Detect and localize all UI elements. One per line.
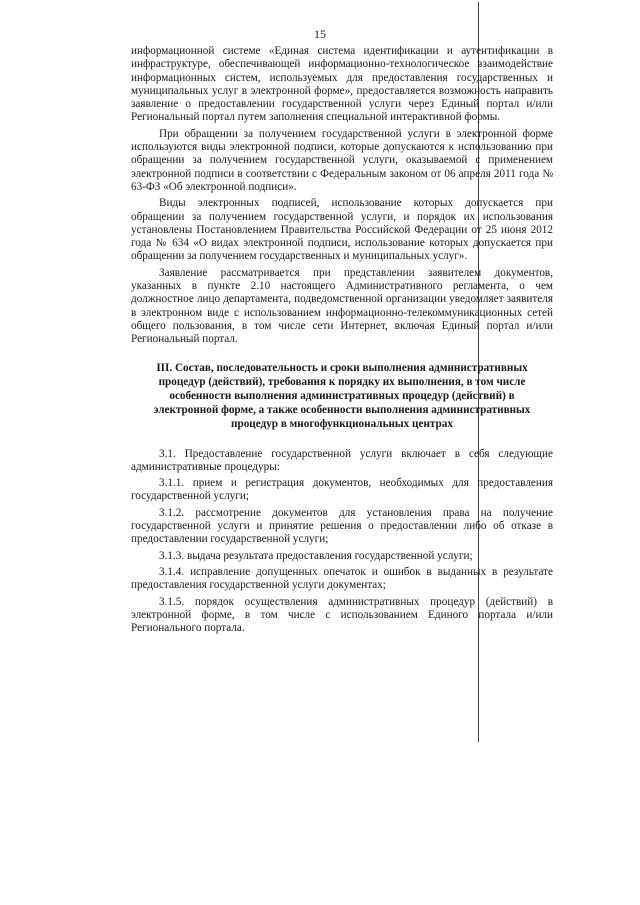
section-item: 3.1.5. порядок осуществления административных процедур (действий) в электронной форме, в том числе с использованием Единого портала и/или Регионального портала. (131, 595, 553, 635)
paragraph: Виды электронных подписей, использование которых допускается при обращении за получением государственной услуги, и порядок их использования установлены Постановлением Правительства Российской Федерации от 25 июня 2012 года № 634 «О видах электронной подписи, использование которых допускается при обращении за получением государственных и муниципальных услуг». (131, 197, 553, 263)
section-item: 3.1.1. прием и регистрация документов, необходимых для предоставления государственной услуги; (131, 477, 553, 503)
section-item: 3.1.2. рассмотрение документов для установления права на получение государственной услуги и принятие решения о предоставлении либо об отказе в предоставлении государственной услуги; (131, 506, 553, 546)
section-item: 3.1. Предоставление государственной услуги включает в себя следующие административные процедуры: (131, 447, 553, 473)
section-heading: III. Состав, последовательность и сроки выполнения административных процедур (действий), требования к порядку их выполнения, в том числе особенности выполнения административных процедур (действий) в электронной форме, а также особенности выполнения административных процедур в многофункциональных центрах (153, 361, 531, 431)
page-number: 15 (314, 27, 326, 41)
section-item: 3.1.3. выдача результата предоставления государственной услуги; (159, 549, 473, 562)
paragraph: информационной системе «Единая система идентификации и аутентификации в инфраструктуре, обеспечивающей информационно-технологическое взаимодействие информационных систем, используемых для предоставления государственных и муниципальных услуг в электронной форме», предоставляется возможность направить заявление о предоставлении государственной услуги через Единый портал и/или Региональный портал путем заполнения специальной интерактивной формы. (131, 45, 553, 124)
section-item: 3.1.4. исправление допущенных опечаток и ошибок в выданных в результате предоставления государственной услуги документах; (131, 565, 553, 592)
document-body (131, 45, 553, 638)
paragraph: При обращении за получением государственной услуги в электронной форме используются виды электронной подписи, которые допускаются к использованию при обращении за получением государственной услуги, оказываемой с применением электронной подписи в соответствии с Федеральным законом от 06 апреля 2011 года № 63-ФЗ «Об электронной подписи». (131, 127, 553, 193)
paragraph: Заявление рассматривается при представлении заявителем документов, указанных в пункте 2.10 настоящего Административного регламента, о чем должностное лицо департамента, подведомственной организации уведомляет заявителя в электронном виде с использованием информационно-телекоммуникационных сетей общего пользования, в том числе сети Интернет, включая Единый портал и/или Региональный портал. (131, 266, 553, 346)
